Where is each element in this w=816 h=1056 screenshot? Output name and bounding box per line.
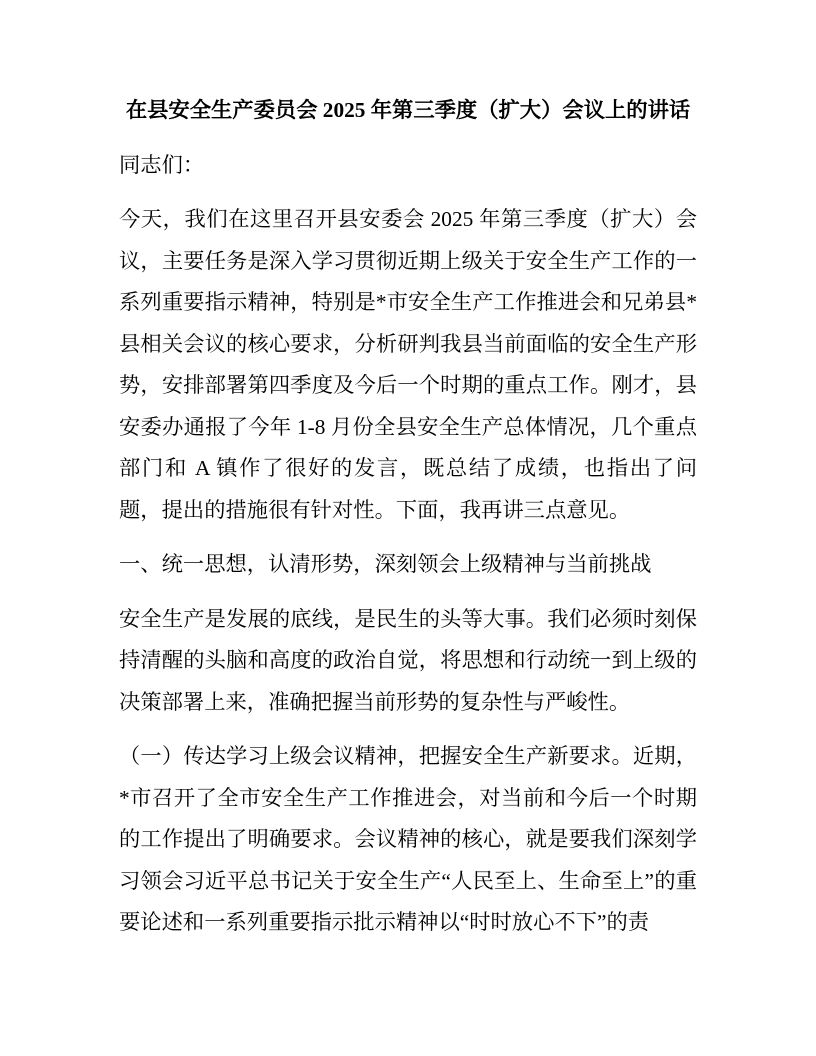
salutation: 同志们：	[119, 152, 205, 177]
section-heading-1: 一、统一思想，认清形势，深刻领会上级精神与当前挑战	[119, 552, 652, 576]
document-title: 在县安全生产委员会 2025 年第三季度（扩大）会议上的讲话	[125, 98, 691, 122]
paragraph-opening: 今天，我们在这里召开县安委会 2025 年第三季度（扩大）会议，主要任务是深入学习贯彻近期上级关于安全生产工作的一系列重要指示精神，特别是*市安全生产工作推进会和兄弟县*县相关会议的核心要求，分析研判我县当前面临的安全生产形势，安排部署第四季度及今后一个时期的重点工作。刚才，县安委办通报了今年 1-8 月份全县安全生产总体情况，几个重点部门和 A 镇作了很好的发言，既总结了成绩，也指出了问题，提出的措施很有针对性。下面，我再讲三点意见。	[119, 207, 697, 522]
paragraph-subsection-1: （一）传达学习上级会议精神，把握安全生产新要求。近期，*市召开了全市安全生产工作推进会，对当前和今后一个时期的工作提出了明确要求。会议精神的核心，就是要我们深刻学习领会习近平总书记关于安全生产“人民至上、生命至上”的重要论述和一系列重要指示批示精神以“时时放心不下”的责	[119, 744, 697, 934]
paragraph-section-intro: 安全生产是发展的底线，是民生的头等大事。我们必须时刻保持清醒的头脑和高度的政治自觉，将思想和行动统一到上级的决策部署上来，准确把握当前形势的复杂性与严峻性。	[119, 606, 697, 714]
